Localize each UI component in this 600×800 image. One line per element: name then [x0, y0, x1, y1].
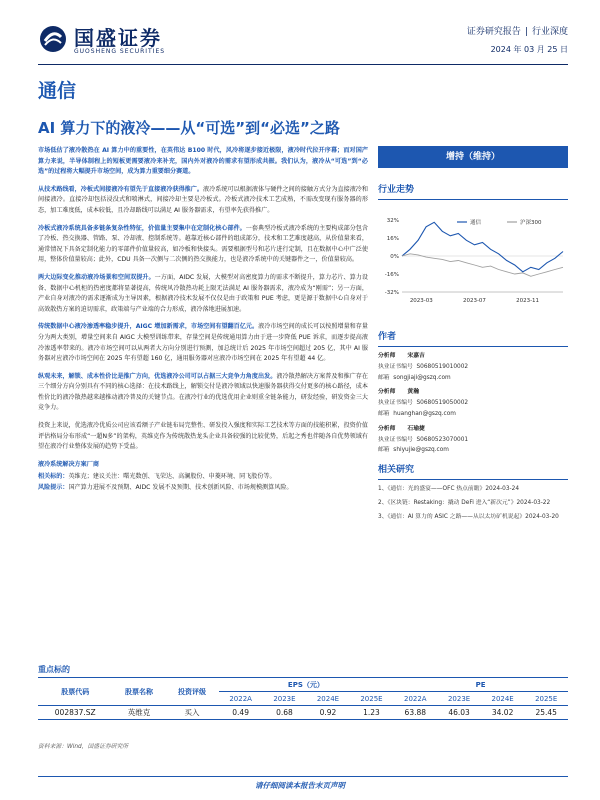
legend-label: 沪深300 — [520, 220, 542, 226]
related-heading: 相关研究 — [378, 462, 568, 480]
cell-eps: 0.68 — [263, 706, 307, 720]
cell-pe: 25.45 — [524, 706, 568, 720]
email-label: 邮箱 — [378, 374, 390, 381]
author-entry — [378, 387, 568, 419]
col-header-year: 2024E — [316, 694, 340, 703]
table-title: 重点标的 — [38, 665, 70, 674]
trend-heading: 行业走势 — [378, 182, 568, 200]
paragraph-text: 液冷系统可以根据液体与硬件之间的接触方式分为直接液冷和间接液冷。直接冷却包括浸没式和喷淋式，间接冷却主要是冷板式。冷板式液冷技术工艺成熟，不需改变现有服务器的形态，加工难度低，成本较低，且冷却路线可以满足 AI 服务器需求，有望率先获得推广。 — [38, 185, 369, 214]
separator: | — [524, 27, 528, 37]
paragraph-lead: 两大边际变化推动液冷场景和空间双提升。 — [38, 273, 155, 281]
y-tick-label: 32% — [386, 218, 399, 224]
author-name-line — [378, 424, 568, 435]
col-header-year: 2022A — [229, 694, 252, 703]
authors-list — [378, 351, 568, 456]
report-date: 2024 年 03 月 25 日 — [490, 45, 568, 54]
email-label: 邮箱 — [378, 447, 390, 454]
cell-pe: 63.88 — [393, 706, 437, 720]
author-name-line — [378, 351, 568, 362]
related-stocks — [38, 472, 368, 483]
cert-label: 执业证书编号 — [378, 363, 413, 370]
logo-text: 国盛证券 — [74, 26, 162, 50]
paragraph-lead: 纵观未来，解锁、成本性价比是推广方向，优选液冷公司可以占据三大竞争力角度出发。 — [38, 372, 277, 380]
x-tick-label: 2023-07 — [462, 298, 486, 304]
cell-pe: 34.02 — [481, 706, 525, 720]
industry-name: 通信 — [38, 80, 77, 102]
paragraph-text: 液冷散热解决方案普及和推广存在三个细分方向分别具有不同的核心选择：在技术路线上，解锁交付是液冷领域以快速服务器获得交付更多的核心路径，成本性价比的液冷散热越来越推动液冷普及的关键节点。在液冷行业的优选优用企业则重全链条能力，研发经验，研发资金三大竞争力。 — [38, 372, 369, 412]
cert-number: S0680523070001 — [416, 436, 469, 443]
col-header-name: 股票名称 — [112, 678, 165, 706]
trend-chart — [378, 210, 568, 315]
x-tick-label: 2023-11 — [516, 298, 540, 304]
y-tick-label: -16% — [384, 272, 399, 278]
paragraph-text: 国产算力进展不及预期、AIDC 发展不及预期、技术创新风险、市场规模测算风险。 — [68, 484, 293, 492]
cert-number: S0680519050002 — [416, 400, 469, 407]
related-report-link[interactable]: 1、《通信：光的盛宴——OFC 热点前瞻》2024-03-24 — [378, 486, 520, 493]
report-subtype-label: 行业深度 — [531, 27, 568, 37]
col-group-eps: EPS（元） — [219, 678, 394, 692]
table-row — [38, 706, 568, 720]
header-divider — [38, 64, 568, 65]
table-source: 资料来源：Wind，国盛证券研究所 — [38, 744, 129, 750]
summary-paragraph: 市场低估了液冷散热在 AI 算力中的重要性，在英伟达 B100 时代，风冷将逐步接近极限，液冷时代拉开序幕；而对国产算力来说，半导体制程上的短板更需要液冷来补充，国内外对液冷的需求有望形成共振。我们认为，液冷从“可选”到“必选”的过程将大幅提升市场空间，成为算力重要细分赛道。 — [38, 147, 368, 176]
author-email[interactable]: shiyujie@gszq.com — [393, 447, 449, 454]
legend-label: 通信 — [470, 220, 482, 226]
footer-disclaimer: 请仔细阅读本报告末页声明 — [255, 781, 345, 790]
cell-rating: 买入 — [166, 706, 219, 720]
y-tick-label: 0% — [390, 254, 399, 260]
report-title: AI 算力下的液冷——从“可选”到“必选”之路 — [38, 119, 340, 137]
rating-badge: 增持（维持） — [378, 146, 568, 168]
author-email-line — [378, 409, 568, 420]
logo-english-text: GUOSHENG SECURITIES — [74, 48, 166, 55]
related-report-link[interactable]: 3、《通信：AI 算力的 ASIC 之路——从以太坊矿机说起》2024-03-20 — [378, 513, 559, 520]
paragraph-lead: 传统数据中心液冷渗透率稳步提升，AIGC 增加新需求，市场空间有望翻百亿元。 — [38, 323, 259, 331]
author-email[interactable]: huanghan@gszq.com — [393, 410, 456, 417]
author-role: 分析师 — [378, 353, 396, 359]
company-logo — [38, 20, 213, 60]
cert-label: 执业证书编号 — [378, 400, 413, 407]
col-header-year: 2025E — [360, 694, 383, 703]
authors-heading: 作者 — [378, 329, 568, 347]
paragraph-lead: 冷板式液冷系统具备多链条复杂性特征，价值量主要集中在定制化核心部件。 — [38, 224, 246, 232]
col-header-year: 2023E — [447, 694, 471, 703]
author-entry — [378, 424, 568, 456]
col-header-year: 2025E — [535, 694, 558, 703]
cell-pe: 46.03 — [437, 706, 481, 720]
body-paragraph — [38, 322, 368, 364]
col-header-year: 2024E — [491, 694, 514, 703]
body-paragraph — [38, 185, 368, 217]
body-paragraph — [38, 372, 368, 414]
section-heading-text: 液冷系统解决方案厂商 — [38, 460, 99, 468]
footer-divider — [38, 776, 568, 777]
related-report-link[interactable]: 2、《区块链：Restaking：撬动 DeFi 进入“新次元”》2024-03-22 — [378, 499, 551, 506]
col-header-code: 股票代码 — [38, 678, 112, 706]
cell-eps: 0.92 — [306, 706, 350, 720]
author-cert-line — [378, 435, 568, 446]
col-header-year: 2022A — [403, 694, 427, 703]
body-paragraph: 投资上来说，优选液冷优质公司应该看额子产业链布局完整性、研发投入强度和实际工艺技术等方面的技能积累，投资价值评估格局分布形成“一超N多”的架构，英维克作为传统散热龙头企业具备较强的比较优势，后起之秀也伴随各自优势领域有望在液冷行业整体发展的趋势下受益。 — [38, 422, 368, 451]
related-list — [378, 484, 568, 522]
author-email[interactable]: songjiaji@gszq.com — [393, 374, 451, 381]
email-label: 邮箱 — [378, 410, 390, 417]
report-header — [38, 18, 568, 62]
author-cert-line — [378, 398, 568, 409]
author-name-line — [378, 387, 568, 398]
paragraph-lead: 风险提示： — [38, 484, 69, 492]
cert-number: S0680519010002 — [416, 363, 469, 370]
report-type — [467, 24, 568, 37]
paragraph-lead: 相关标的： — [38, 473, 69, 481]
series-line — [402, 254, 563, 276]
paragraph-lead: 从技术路线看，冷板式间接液冷有望先于直接液冷获得推广。 — [38, 185, 204, 193]
section-heading — [38, 460, 368, 471]
y-tick-label: -32% — [384, 290, 399, 296]
body-paragraph — [38, 273, 368, 315]
cell-name: 英维克 — [112, 706, 165, 720]
body-paragraph — [38, 224, 368, 266]
author-name: 石瑜捷 — [407, 425, 425, 432]
risk-warning — [38, 483, 368, 494]
author-email-line — [378, 373, 568, 384]
author-role: 分析师 — [378, 425, 396, 432]
x-tick-label: 2023-03 — [409, 298, 433, 304]
cell-code: 002837.SZ — [38, 706, 112, 720]
key-stocks-table — [38, 677, 568, 720]
col-header-year: 2023E — [273, 694, 296, 703]
paragraph-text: 液冷市场空间的成长可以按照增量和存量分为两大类别，增量空间来自 AIGC 大模型训练带来，存量空间是传统通用算力由于进一步降低 PUE 诉求，而逐步提高液冷渗透率带来的。液冷市场空间可以从两者大方向分别进行预测，加总统计后 2025 年市场空间超过 205 亿，其中 AI 服务器对应液冷市场空间在 2025 年有望超 160 亿，通用服务器对应液冷市场空间在 2025 年有望超 44 亿。 — [38, 323, 368, 363]
author-name: 黄瀚 — [407, 389, 420, 396]
y-tick-label: 16% — [386, 236, 399, 242]
cert-label: 执业证书编号 — [378, 436, 413, 443]
cell-eps: 0.49 — [219, 706, 263, 720]
paragraph-text: 一方面，AIDC 发展，大模型对高密度算力的需求不断提升，算力芯片、算力设备、数据中心机柜的热密度都将显著提高，传统风冷散热功耗上限无法满足 AI 服务器需求，液冷成为“刚需”；另一方面，产业自身对液冷的需求逐渐成为主导因素，根据液冷技术发展不仅仅是由于政策和 PUE 考虑，更是源于数据中心自身对于高效散热方案的迫切需求，政策端与产业端的合力形成，液冷落地进展加速。 — [38, 273, 369, 313]
author-name: 宋嘉吉 — [407, 353, 425, 359]
author-role: 分析师 — [378, 389, 396, 396]
report-type-label: 证券研究报告 — [466, 27, 521, 37]
col-header-rating: 投资评级 — [166, 678, 219, 706]
sidebar — [378, 146, 568, 526]
author-cert-line — [378, 362, 568, 373]
author-entry — [378, 351, 568, 383]
paragraph-text: 一套典型冷板式液冷系统的主要构成部分包含了冷板、热交换器、管路、泵、冷却液、控制系统等。越靠近核心部件的组成部分，技术和工艺难度越高，从价值量来看，通常情况下具备定制化能力的零部件价值量较高，如冷板和快接头。需要根据型号和芯片进行定制，且在数据中心中广泛使用，整体价值量较高；此外，CDU 具备一次侧与二次侧的热交换能力，也是液冷系统中的关键器件之一，价值量较高。 — [38, 224, 369, 264]
logo-mark-icon — [38, 24, 68, 54]
report-body — [38, 146, 368, 501]
trend-chart-svg — [378, 210, 568, 315]
cell-eps: 1.23 — [350, 706, 394, 720]
paragraph-text: 英维克；建议关注：曙光数创、飞荣达、高澜股份、申菱环境、同飞股份等。 — [68, 473, 276, 481]
series-line — [402, 222, 563, 271]
author-email-line — [378, 445, 568, 456]
col-group-pe: PE — [393, 678, 568, 692]
